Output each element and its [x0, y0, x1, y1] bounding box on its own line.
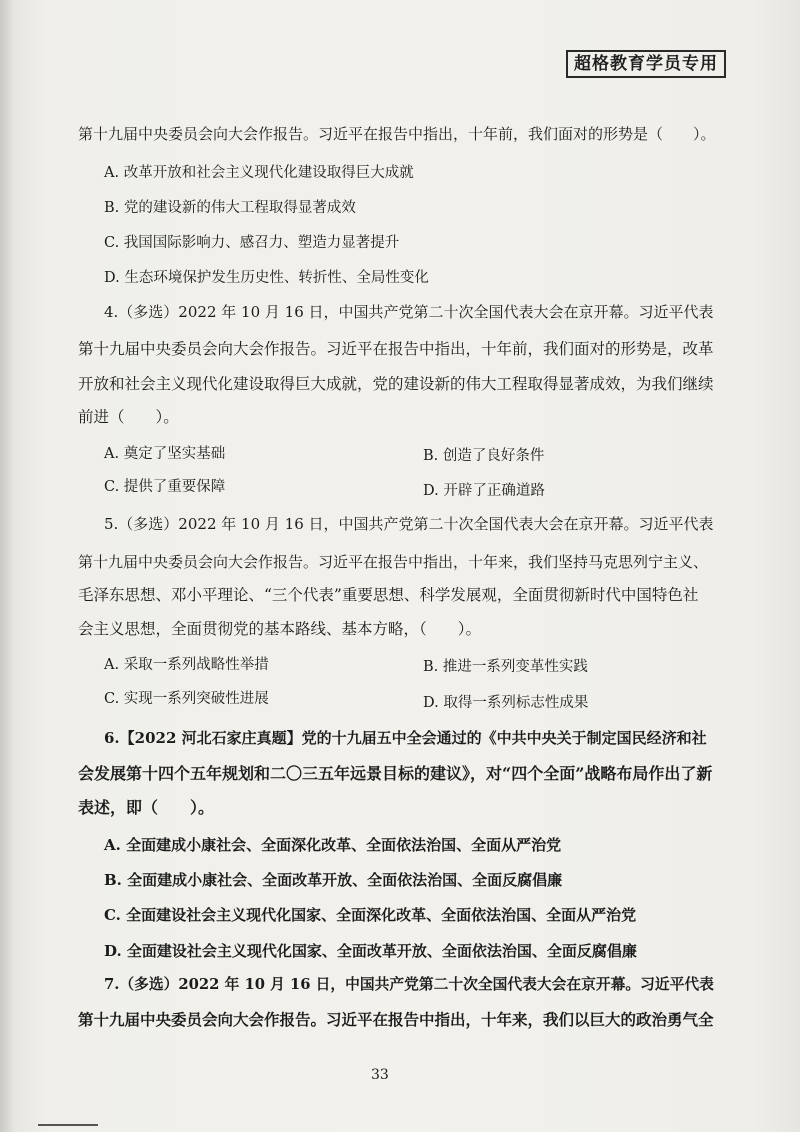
q5-option-d: D. 取得一系列标志性成果: [423, 695, 589, 711]
q6-stem-line-1: 6.【2022 河北石家庄真题】党的十九届五中全会通过的《中共中央关于制定国民经济和社: [104, 729, 707, 747]
q4-stem-line-3: 开放和社会主义现代化建设取得巨大成就，党的建设新的伟大工程取得显著成效，为我们继续: [78, 375, 714, 393]
q6-option-b: B. 全面建成小康社会、全面改革开放、全面依法治国、全面反腐倡廉: [104, 871, 563, 889]
header-badge: 超格教育学员专用: [566, 50, 726, 78]
q5-stem-line-3: 毛泽东思想、邓小平理论、“三个代表”重要思想、科学发展观，全面贯彻新时代中国特色社: [78, 586, 699, 604]
q3-stem-line: 第十九届中央委员会向大会作报告。习近平在报告中指出，十年前，我们面对的形势是（ ）。: [78, 125, 716, 143]
q5-stem-line-1: 5.（多选）2022 年 10 月 16 日，中国共产党第二十次全国代表大会在京开幕。习近平代表: [104, 515, 714, 533]
q5-option-c: C. 实现一系列突破性进展: [104, 691, 269, 707]
page-edge-shadow: [0, 0, 14, 1132]
q4-option-c: C. 提供了重要保障: [104, 479, 226, 495]
q6-option-c: C. 全面建设社会主义现代化国家、全面深化改革、全面依法治国、全面从严治党: [104, 906, 637, 924]
page-number: 33: [371, 1067, 389, 1083]
q4-stem-line-1: 4.（多选）2022 年 10 月 16 日，中国共产党第二十次全国代表大会在京开幕。习近平代表: [104, 303, 714, 321]
q7-stem-line-1: 7.（多选）2022 年 10 月 16 日，中国共产党第二十次全国代表大会在京开幕。习近平代表: [104, 976, 714, 993]
q6-stem-line-3: 表述，即（ ）。: [78, 798, 215, 817]
q3-option-a: A. 改革开放和社会主义现代化建设取得巨大成就: [104, 165, 414, 181]
q5-stem-line-2: 第十九届中央委员会向大会作报告。习近平在报告中指出，十年来，我们坚持马克思列宁主义、: [78, 553, 709, 571]
q5-option-a: A. 采取一系列战略性举措: [104, 657, 269, 673]
q6-stem-line-2: 会发展第十四个五年规划和二〇三五年远景目标的建议》，对“四个全面”战略布局作出了新: [78, 764, 713, 783]
q4-option-b: B. 创造了良好条件: [423, 448, 545, 464]
q6-option-d: D. 全面建设社会主义现代化国家、全面改革开放、全面依法治国、全面反腐倡廉: [104, 942, 637, 960]
q4-option-a: A. 奠定了坚实基础: [104, 446, 226, 462]
q4-stem-line-2: 第十九届中央委员会向大会作报告。习近平在报告中指出，十年前，我们面对的形势是，改革: [78, 340, 714, 358]
q5-option-b: B. 推进一系列变革性实践: [423, 659, 588, 675]
q4-stem-line-4: 前进（ ）。: [78, 408, 179, 426]
q6-option-a: A. 全面建成小康社会、全面深化改革、全面依法治国、全面从严治党: [104, 836, 562, 854]
q3-option-c: C. 我国国际影响力、感召力、塑造力显著提升: [104, 235, 400, 251]
q3-option-b: B. 党的建设新的伟大工程取得显著成效: [104, 200, 356, 216]
q4-option-d: D. 开辟了正确道路: [423, 483, 545, 499]
q5-stem-line-4: 会主义思想，全面贯彻党的基本路线、基本方略，（ ）。: [78, 620, 482, 638]
q3-option-d: D. 生态环境保护发生历史性、转折性、全局性变化: [104, 270, 429, 286]
q7-stem-line-2: 第十九届中央委员会向大会作报告。习近平在报告中指出，十年来，我们以巨大的政治勇气全: [78, 1010, 714, 1029]
scan-mark: [38, 1124, 98, 1126]
